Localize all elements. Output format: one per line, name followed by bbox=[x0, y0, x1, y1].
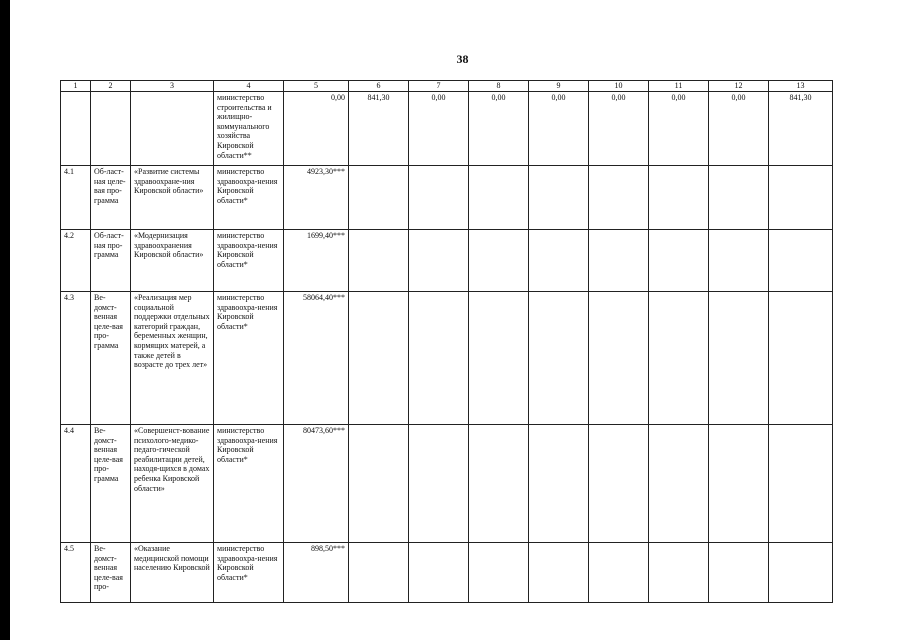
table-cell bbox=[349, 166, 409, 230]
column-header: 12 bbox=[709, 81, 769, 92]
table-cell: 0,00 bbox=[409, 92, 469, 166]
column-header: 3 bbox=[131, 81, 214, 92]
table-cell: Ве-домст-венная целе-вая про- bbox=[91, 543, 131, 603]
table-cell bbox=[409, 292, 469, 425]
table-cell bbox=[589, 292, 649, 425]
table-cell: министерство здравоохра-нения Кировской области* bbox=[214, 425, 284, 543]
column-header: 1 bbox=[61, 81, 91, 92]
table-cell bbox=[409, 425, 469, 543]
column-header: 10 bbox=[589, 81, 649, 92]
table-cell bbox=[709, 166, 769, 230]
table-cell bbox=[349, 543, 409, 603]
table-cell: 1699,40*** bbox=[284, 230, 349, 292]
table-cell: 58064,40*** bbox=[284, 292, 349, 425]
table-cell bbox=[649, 166, 709, 230]
column-header: 13 bbox=[769, 81, 833, 92]
table-cell bbox=[589, 230, 649, 292]
table-cell bbox=[469, 425, 529, 543]
table-cell bbox=[529, 166, 589, 230]
table-cell: 0,00 bbox=[589, 92, 649, 166]
table-cell bbox=[649, 543, 709, 603]
table-cell: Ве-домст-венная целе-вая про-грамма bbox=[91, 425, 131, 543]
table-cell bbox=[589, 425, 649, 543]
column-header: 4 bbox=[214, 81, 284, 92]
table-cell: 841,30 bbox=[769, 92, 833, 166]
table-cell: 4.5 bbox=[61, 543, 91, 603]
table-cell: 0,00 bbox=[649, 92, 709, 166]
table-row bbox=[61, 292, 833, 425]
table-cell bbox=[769, 543, 833, 603]
page-number: 38 bbox=[456, 52, 469, 66]
table-cell bbox=[349, 230, 409, 292]
table-cell: 0,00 bbox=[709, 92, 769, 166]
table-row bbox=[61, 543, 833, 603]
table-cell bbox=[349, 292, 409, 425]
table-cell bbox=[529, 543, 589, 603]
table-cell bbox=[709, 230, 769, 292]
column-header: 6 bbox=[349, 81, 409, 92]
table-cell: 0,00 bbox=[284, 92, 349, 166]
table-cell: «Развитие системы здравоохране-ния Кировской области» bbox=[131, 166, 214, 230]
column-header: 11 bbox=[649, 81, 709, 92]
table-cell bbox=[649, 425, 709, 543]
table-cell: «Совершенст-вование психолого-медико-педаго-гической реабилитации детей, находя-щихся в домах ребенка Кировской области» bbox=[131, 425, 214, 543]
table-cell bbox=[709, 543, 769, 603]
table-cell: «Оказание медицинской помощи населению Кировской bbox=[131, 543, 214, 603]
column-header: 5 bbox=[284, 81, 349, 92]
table-cell: министерство строительства и жилищно-коммунального хозяйства Кировской области** bbox=[214, 92, 284, 166]
table-cell: 0,00 bbox=[529, 92, 589, 166]
table-cell bbox=[589, 166, 649, 230]
table-cell bbox=[91, 92, 131, 166]
table-cell: министерство здравоохра-нения Кировской области* bbox=[214, 230, 284, 292]
table-cell bbox=[469, 292, 529, 425]
table-cell bbox=[61, 92, 91, 166]
table-cell bbox=[709, 292, 769, 425]
table-cell: 4.2 bbox=[61, 230, 91, 292]
column-header: 2 bbox=[91, 81, 131, 92]
table-cell: 0,00 bbox=[469, 92, 529, 166]
table-cell bbox=[409, 543, 469, 603]
table-cell bbox=[649, 292, 709, 425]
table-cell bbox=[409, 230, 469, 292]
table-cell: Об-ласт-ная про-грамма bbox=[91, 230, 131, 292]
table-cell bbox=[469, 166, 529, 230]
table-row bbox=[61, 166, 833, 230]
table-cell bbox=[469, 543, 529, 603]
column-header: 9 bbox=[529, 81, 589, 92]
table-cell bbox=[709, 425, 769, 543]
table-cell: 80473,60*** bbox=[284, 425, 349, 543]
table-cell: Ве-домст-венная целе-вая про-грамма bbox=[91, 292, 131, 425]
scan-edge-bar bbox=[0, 0, 10, 640]
table-cell: 4.3 bbox=[61, 292, 91, 425]
table-cell: министерство здравоохра-нения Кировской области* bbox=[214, 166, 284, 230]
table-cell: министерство здравоохра-нения Кировской области* bbox=[214, 292, 284, 425]
table-cell bbox=[769, 425, 833, 543]
table-cell: 4.4 bbox=[61, 425, 91, 543]
table-cell bbox=[769, 230, 833, 292]
table-cell: 4.1 bbox=[61, 166, 91, 230]
table-cell bbox=[769, 166, 833, 230]
table-row bbox=[61, 425, 833, 543]
header-row bbox=[61, 81, 833, 92]
table-cell: 841,30 bbox=[349, 92, 409, 166]
table-cell: «Модернизация здравоохранения Кировской области» bbox=[131, 230, 214, 292]
table-row bbox=[61, 230, 833, 292]
table-cell bbox=[529, 292, 589, 425]
table-cell bbox=[529, 425, 589, 543]
table-row bbox=[61, 92, 833, 166]
table-cell bbox=[649, 230, 709, 292]
budget-table bbox=[60, 80, 833, 603]
table-cell bbox=[769, 292, 833, 425]
table-cell bbox=[469, 230, 529, 292]
table-cell bbox=[349, 425, 409, 543]
table-cell: 4923,30*** bbox=[284, 166, 349, 230]
table-cell bbox=[131, 92, 214, 166]
table-cell: Об-ласт-ная целе-вая про-грамма bbox=[91, 166, 131, 230]
column-header: 7 bbox=[409, 81, 469, 92]
table-cell bbox=[589, 543, 649, 603]
table-cell: «Реализация мер социальной поддержки отдельных категорий граждан, беременных женщин, кормящих матерей, а также детей в возрасте до трех лет» bbox=[131, 292, 214, 425]
column-header: 8 bbox=[469, 81, 529, 92]
table-cell: министерство здравоохра-нения Кировской области* bbox=[214, 543, 284, 603]
table-cell: 898,50*** bbox=[284, 543, 349, 603]
table-cell bbox=[409, 166, 469, 230]
table-cell bbox=[529, 230, 589, 292]
